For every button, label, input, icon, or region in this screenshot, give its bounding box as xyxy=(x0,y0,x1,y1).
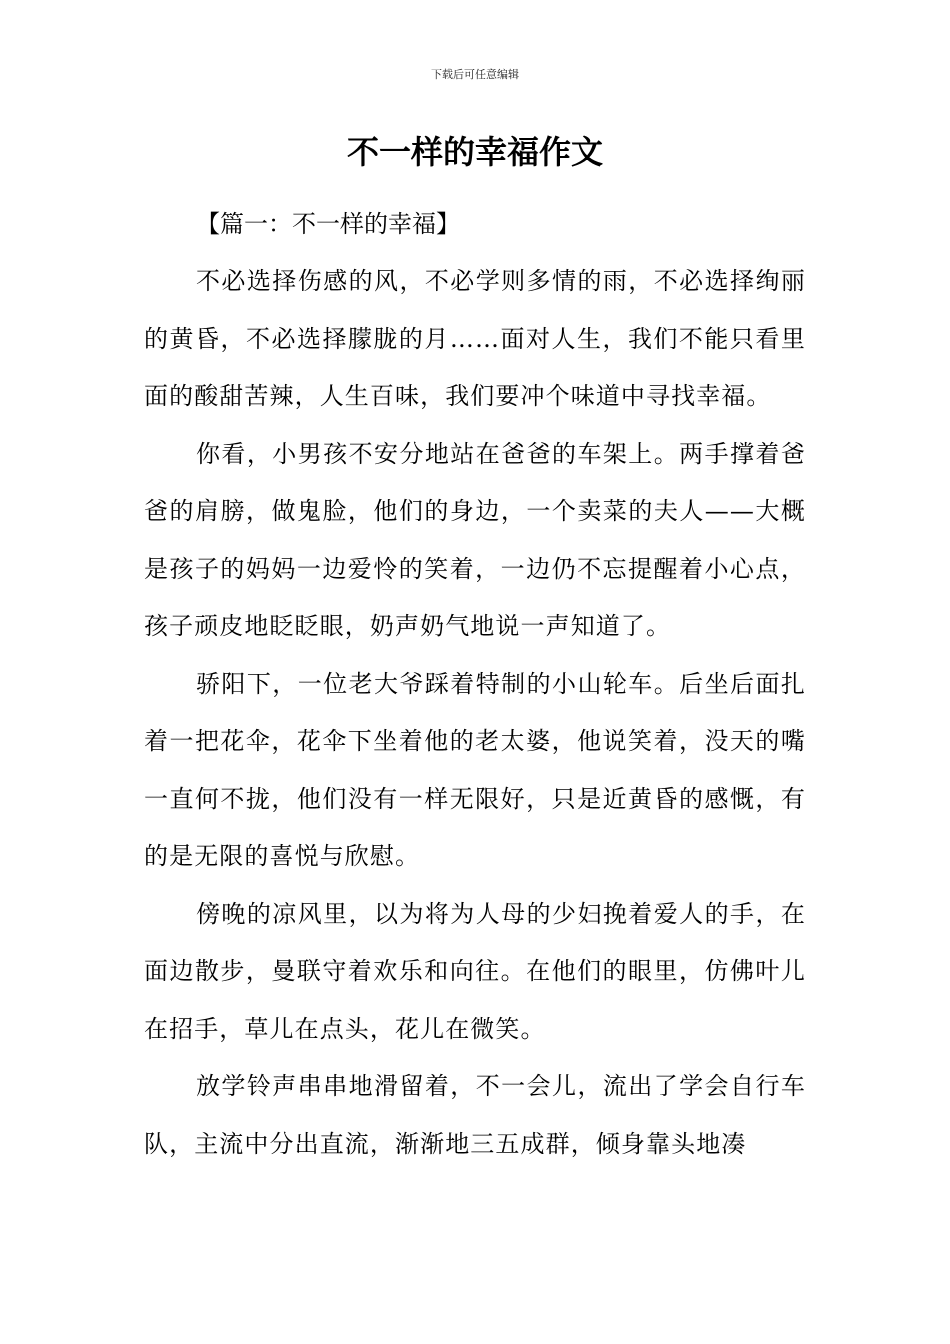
paragraph: 傍晚的凉风里，以为将为人母的少妇挽着爱人的手，在面边散步，曼联守着欢乐和向往。在他们的眼里，仿佛叶儿在招手，草儿在点头，花儿在微笑。 xyxy=(144,899,806,1043)
paragraph: 你看，小男孩不安分地站在爸爸的车架上。两手撑着爸爸的肩膀，做鬼脸，他们的身边，一个卖菜的夫人——大概是孩子的妈妈一边爱怜的笑着，一边仍不忘提醒着小心点，孩子顽皮地眨眨眼，奶声奶气地说一声知道了。 xyxy=(144,439,806,640)
document-body xyxy=(144,195,806,1173)
document-title: 不一样的幸福作文 xyxy=(346,133,603,171)
paragraph: 骄阳下，一位老大爷踩着特制的小山轮车。后坐后面扎着一把花伞，花伞下坐着他的老太婆，他说笑着，没天的嘴一直何不拢，他们没有一样无限好，只是近黄昏的感慨，有的是无限的喜悦与欣慰。 xyxy=(144,669,806,870)
paragraph: 放学铃声串串地滑留着，不一会儿，流出了学会自行车队，主流中分出直流，渐渐地三五成群，倾身靠头地凑 xyxy=(144,1072,806,1158)
header-note: 下载后可任意编辑 xyxy=(431,68,519,81)
paragraph: 不必选择伤感的风，不必学则多情的雨，不必选择绚丽的黄昏，不必选择朦胧的月……面对人生，我们不能只看里面的酸甜苦辣，人生百味，我们要冲个味道中寻找幸福。 xyxy=(144,267,806,410)
section-heading: 【篇一：不一样的幸福】 xyxy=(196,210,460,238)
